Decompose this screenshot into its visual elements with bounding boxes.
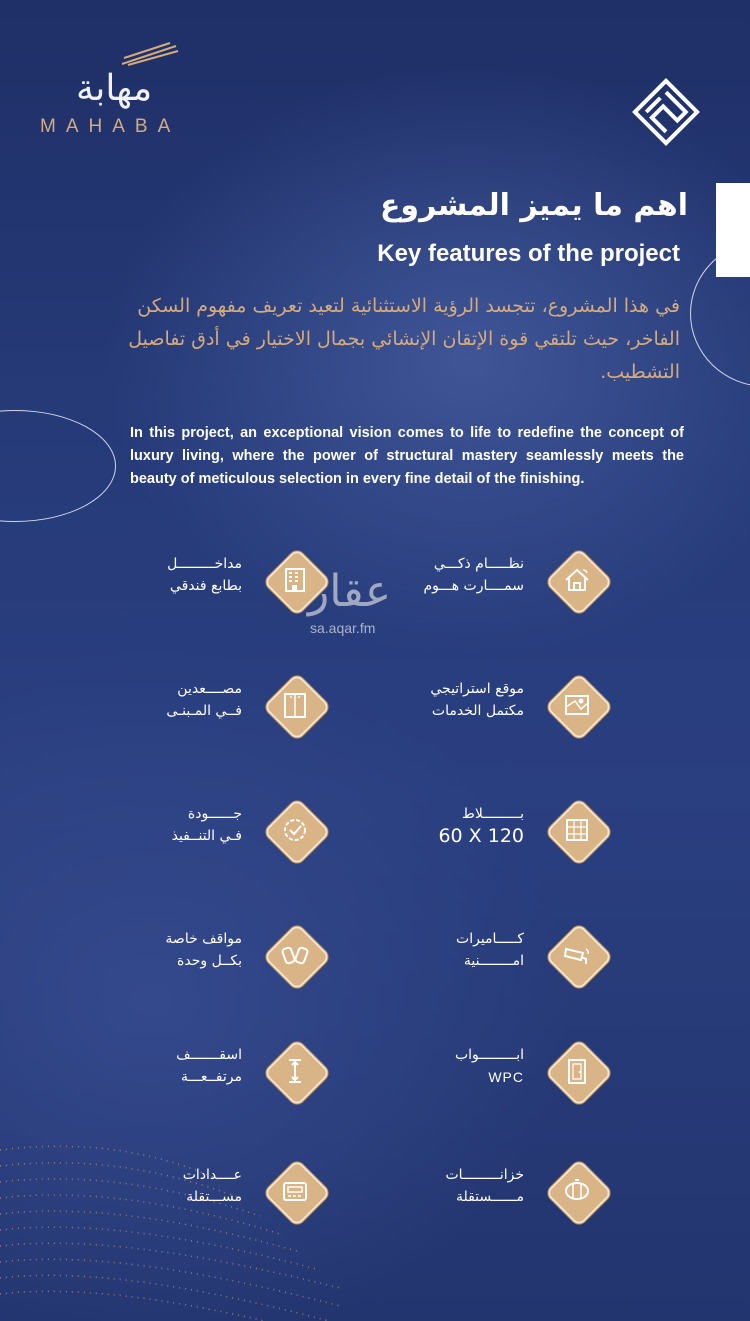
- feature-elevators: [58, 672, 328, 738]
- feature-title: عــــدادات: [182, 1167, 242, 1183]
- feature-title: مواقف خاصة: [165, 931, 242, 947]
- feature-subtitle: سمــــارت هـــوم: [423, 578, 524, 594]
- feature-badge: [262, 797, 328, 863]
- feature-title: موقع استراتيجي: [430, 681, 524, 697]
- feature-title: جــــــودة: [187, 806, 242, 822]
- feature-tiles: [340, 797, 610, 863]
- description-arabic: في هذا المشروع، تتجسد الرؤية الاستثنائية لتعيد تعريف مفهوم السكن الفاخر، حيث تلتقي قوة الإتقان الإنشائي بجمال الاختيار في أدق تفاصيل التشطيب.: [128, 295, 680, 383]
- watermark-arabic: عقار: [308, 566, 392, 617]
- watermark-url: sa.aqar.fm: [310, 620, 376, 636]
- title-accent-bar: [716, 183, 750, 277]
- decorative-arc: [0, 410, 116, 522]
- feature-badge: [544, 672, 610, 738]
- logo-english: MAHABA: [40, 116, 181, 137]
- quality-badge-icon: [279, 814, 311, 846]
- title-arabic: اهم ما يميز المشروع: [379, 188, 688, 223]
- feature-subtitle: بطابع فندقي: [169, 578, 242, 594]
- feature-badge: [544, 547, 610, 613]
- feature-title: بـــــــــلاط: [461, 806, 524, 822]
- feature-title: خزانـــــــــات: [445, 1167, 524, 1183]
- feature-badge: [544, 1038, 610, 1104]
- feature-subtitle: فـي التنــفيذ: [171, 828, 242, 844]
- feature-quality: [58, 797, 328, 863]
- feature-title: مداخـــــــــل: [167, 556, 242, 572]
- feature-title: مصــــعدين: [177, 681, 242, 697]
- feature-title: اسقـــــــف: [176, 1047, 242, 1063]
- feature-badge: [544, 1158, 610, 1224]
- feature-water-tanks: [340, 1158, 610, 1224]
- feature-subtitle: 60 X 120: [438, 825, 524, 847]
- feature-subtitle: مســـتقلة: [186, 1189, 242, 1205]
- feature-subtitle: فــي المـبنـى: [166, 703, 242, 719]
- elevator-icon: [279, 689, 311, 721]
- feature-title: كـــــاميرات: [456, 931, 524, 947]
- feature-subtitle: مكتمل الخدمات: [431, 703, 524, 719]
- mahaba-logo: [36, 42, 246, 142]
- description-english: In this project, an exceptional vision comes to life to redefine the concept of luxury living, where the power of structural mastery seamlessly meets the beauty of meticulous selection in every fine detail of the finishing.: [130, 425, 684, 487]
- feature-security-cameras: [340, 922, 610, 988]
- feature-high-ceilings: [58, 1038, 328, 1104]
- parking-cars-icon: [279, 939, 311, 971]
- logo-arabic: مهابة: [76, 68, 153, 109]
- developer-logo-icon: [626, 72, 706, 152]
- feature-badge: [262, 922, 328, 988]
- tiles-icon: [561, 814, 593, 846]
- smart-home-icon: [561, 564, 593, 596]
- ceiling-height-icon: [279, 1055, 311, 1087]
- logo-strokes-icon: [120, 42, 180, 66]
- water-tank-icon: [561, 1175, 593, 1207]
- feature-badge: [544, 922, 610, 988]
- door-icon: [561, 1055, 593, 1087]
- feature-badge: [262, 672, 328, 738]
- aqar-watermark: [306, 566, 426, 636]
- feature-badge: [262, 1038, 328, 1104]
- map-location-icon: [561, 689, 593, 721]
- feature-title: ابـــــــــواب: [454, 1047, 524, 1063]
- feature-private-parking: [58, 922, 328, 988]
- feature-hotel-entrances: [58, 547, 328, 613]
- feature-subtitle: مــــــستقلة: [455, 1189, 524, 1205]
- title-english: Key features of the project: [377, 240, 680, 267]
- security-camera-icon: [561, 939, 593, 971]
- feature-badge: [544, 797, 610, 863]
- feature-strategic-location: [340, 672, 610, 738]
- decorative-dots: [0, 1140, 340, 1321]
- feature-title: نظـــــام ذكـــي: [433, 556, 524, 572]
- feature-subtitle: بكــل وحدة: [177, 953, 242, 969]
- feature-subtitle: امــــــــنية: [463, 953, 524, 969]
- feature-wpc-doors: [340, 1038, 610, 1104]
- feature-subtitle: مرتفــعـــة: [181, 1069, 242, 1085]
- feature-subtitle: WPC: [488, 1069, 524, 1085]
